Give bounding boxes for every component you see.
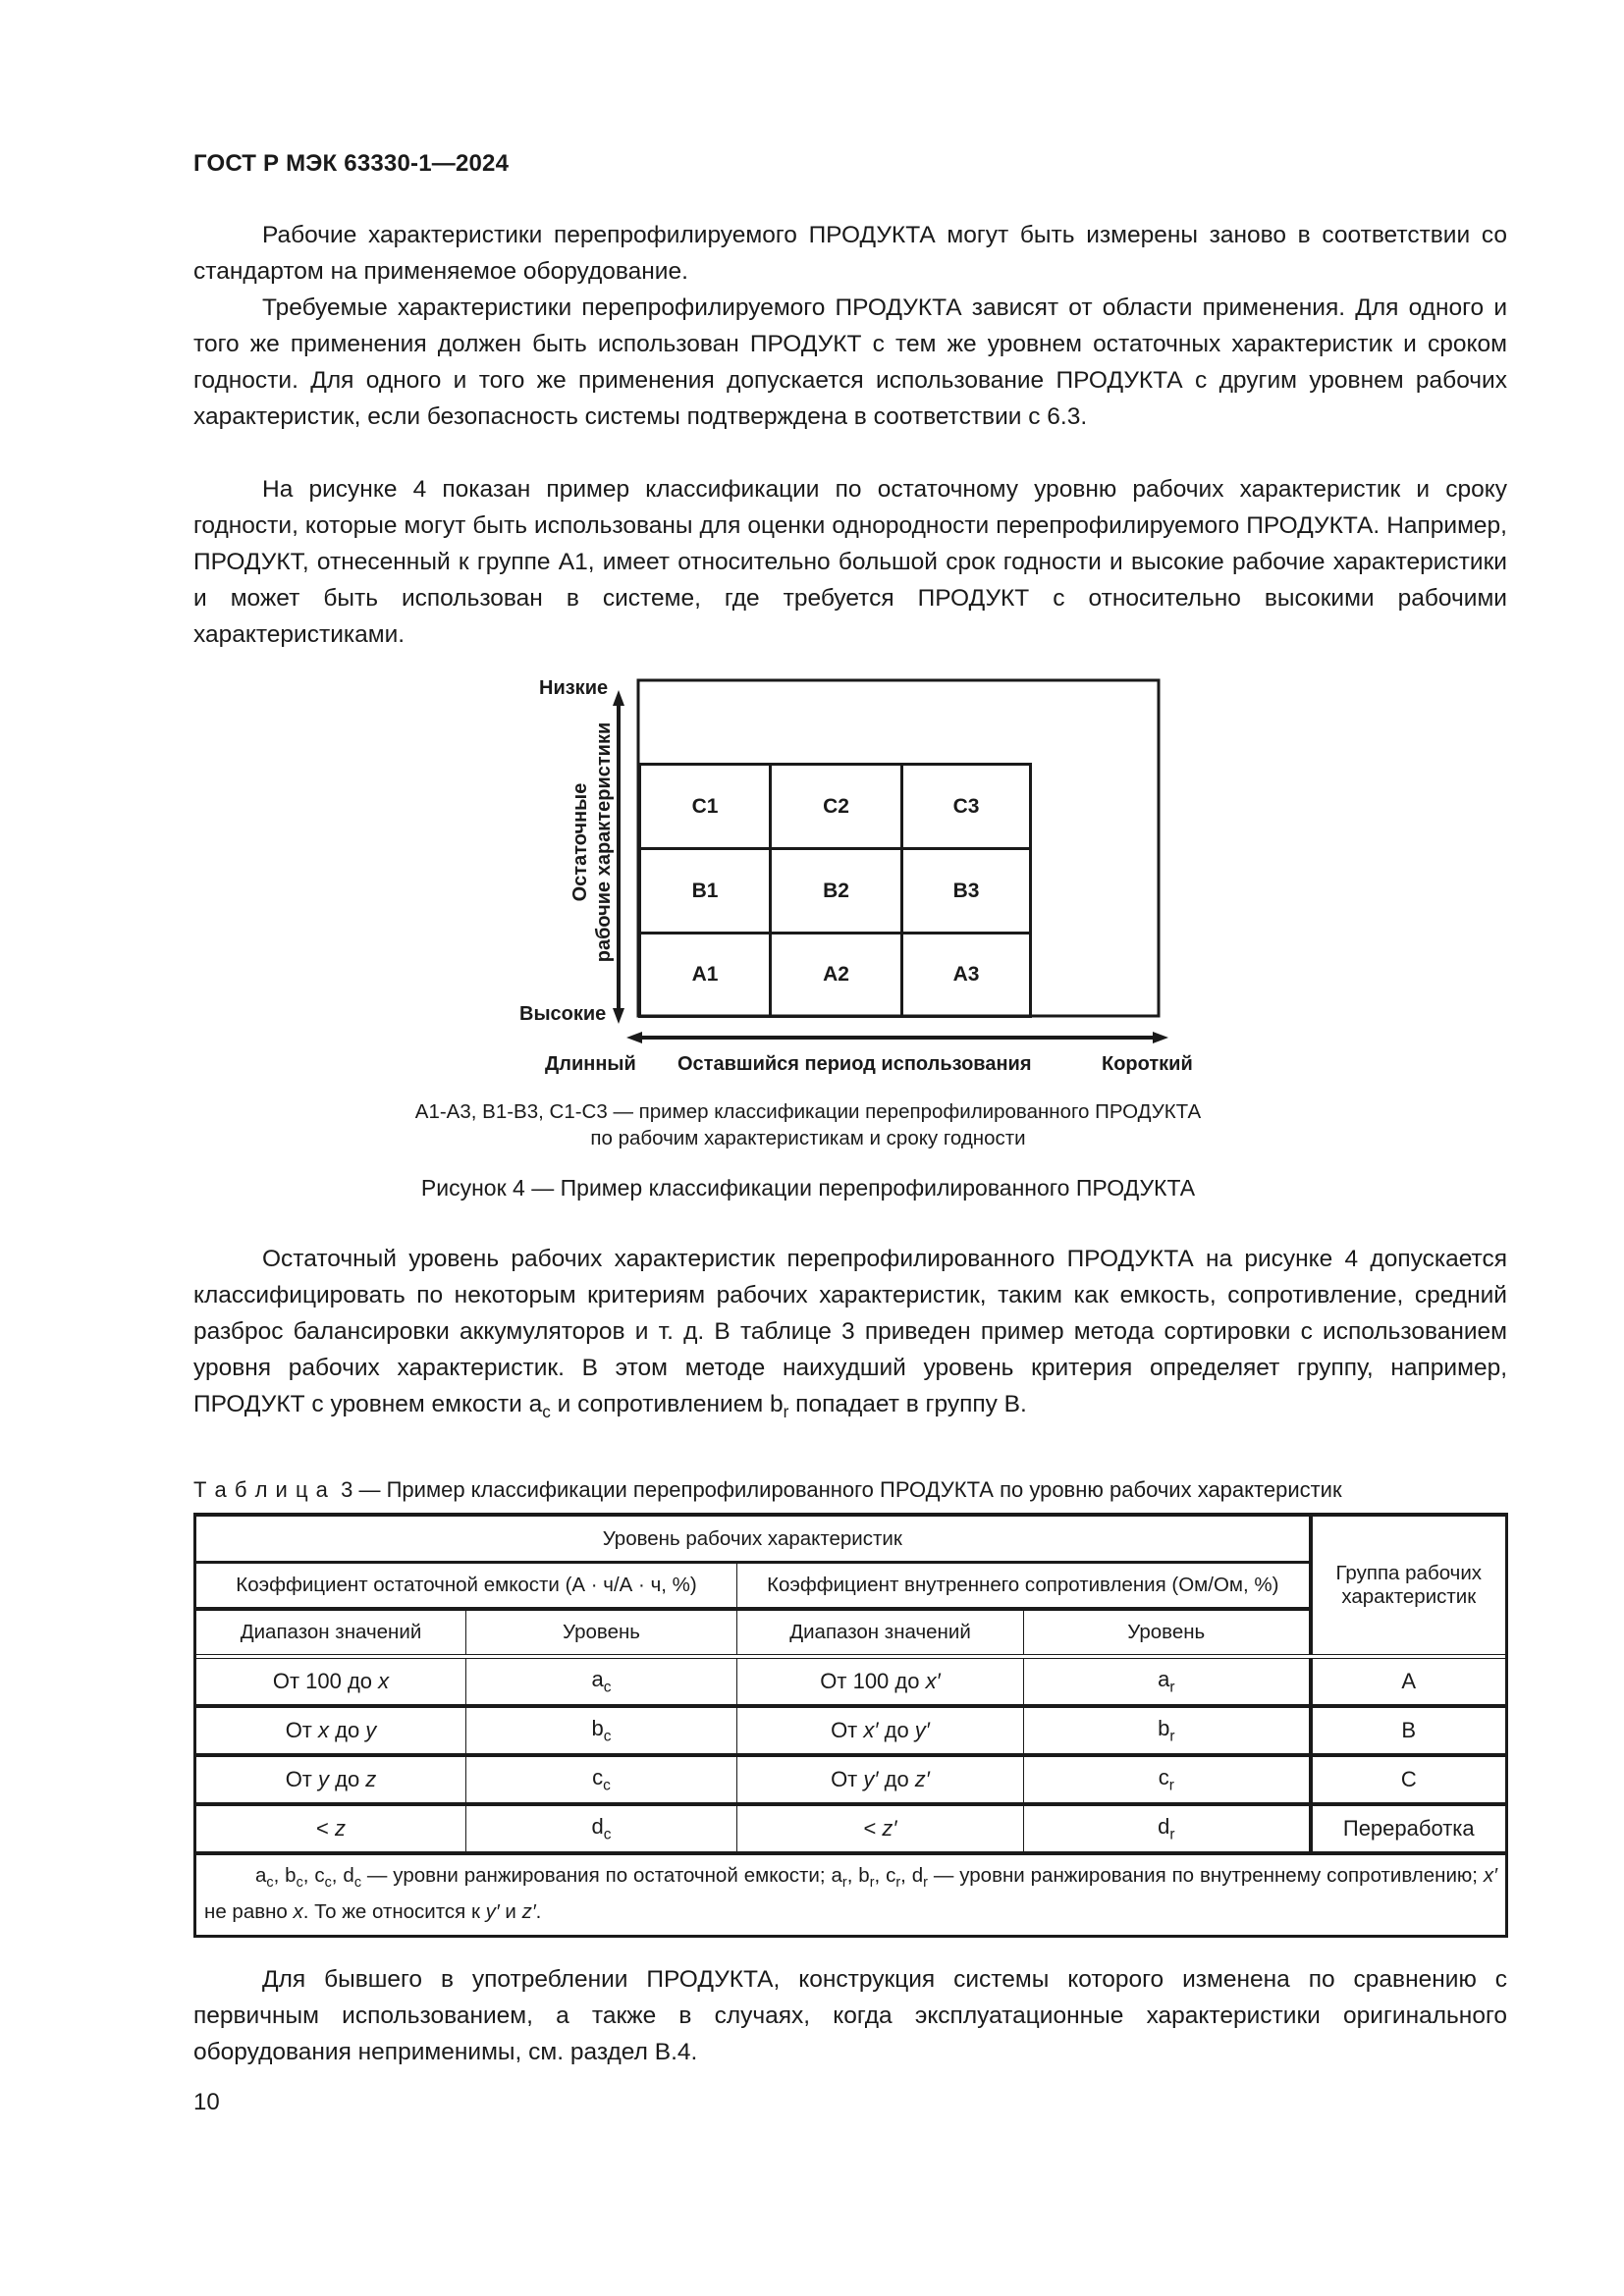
group-value: B [1311,1706,1507,1755]
paragraph-2: Требуемые характеристики перепрофилируемого ПРОДУКТА зависят от области применения. Для одного и того же применения должен быть использован ПРОДУКТ с тем же уровнем остаточных характеристик и сроком годности. Для одного и того же применения допускается использование ПРОДУКТА с другим уровнем рабочих характеристик, если безопасность системы подтверждена в соответствии с 6.3. [193,294,1507,430]
x-right-label: Короткий [1102,1053,1193,1075]
table-note: $a_c$, $b_c$, $c_c$, $d_c$ — уровни ранжирования по остаточной емкости; $a_r$, $b_r$, $c_r$, $d_r$ — уровни ранжирования по внутреннему сопротивлению; x′ не равно x. То же относится к y′ и z′. [195,1853,1507,1937]
resistance-level: $c_r$ [1024,1755,1311,1804]
page-number: 10 [193,2089,220,2115]
cell-a3: A3 [900,932,1032,1018]
header-level-resistance: Уровень [1024,1609,1311,1655]
classification-table [193,1513,1508,1938]
paragraph-4-text-b: и сопротивлением [550,1391,771,1417]
paragraph-4-text-c: попадает в группу В. [788,1391,1027,1417]
cell-c1: C1 [638,763,772,850]
cell-b2: B2 [769,847,903,934]
y-axis-title-line2: рабочие характеристики [593,721,615,963]
y-bottom-label: Высокие [519,1003,607,1025]
group-value: Переработка [1311,1804,1507,1853]
resistance-level: $d_r$ [1024,1804,1311,1853]
capacity-level: $b_c$ [466,1706,737,1755]
ac-symbol: a [528,1391,543,1417]
arrow-up-icon [613,690,624,706]
paragraph-4 [193,1241,1507,1430]
header-performance-group: Группа рабочих характеристик [1311,1515,1507,1655]
y-top-label: Низкие [539,677,609,699]
cell-c2: C2 [769,763,903,850]
paragraph-5: Для бывшего в употреблении ПРОДУКТА, конструкция системы которого изменена по сравнению с первичным использованием, а также в случаях, когда эксплуатационные характеристики оригинального оборудования неприменимы, см. раздел В.4. [193,1966,1507,2065]
header-capacity: Коэффициент остаточной емкости (А · ч/А · ч, %) [195,1563,737,1610]
header-range-resistance: Диапазон значений [737,1609,1024,1655]
resistance-range: От x′ до y′ [737,1706,1024,1755]
table-title-text: 3 — Пример классификации перепрофилированного ПРОДУКТА по уровню рабочих характеристик [341,1477,1342,1502]
figure-legend-line1: А1-А3, В1-В3, С1-С3 — пример классификации перепрофилированного ПРОДУКТА [414,1100,1202,1123]
cell-b3: B3 [900,847,1032,934]
capacity-level: $c_c$ [466,1755,737,1804]
arrow-right-icon [1153,1032,1168,1043]
group-value: A [1311,1659,1507,1707]
header-range-capacity: Диапазон значений [195,1609,466,1655]
ac-subscript: c [542,1402,551,1421]
group-value: C [1311,1755,1507,1804]
table-row [195,1659,1507,1707]
paragraph-1: Рабочие характеристики перепрофилируемого ПРОДУКТА могут быть измерены заново в соответствии со стандартом на применяемое оборудование. [193,222,1507,285]
capacity-range: От 100 до x [195,1659,466,1707]
br-symbol: b [770,1391,784,1417]
y-axis-title-line1: Остаточные [569,782,591,902]
x-axis-title: Оставшийся период использования [677,1053,1032,1075]
br-subscript: r [783,1402,789,1421]
arrow-left-icon [626,1032,642,1043]
figure-caption: Рисунок 4 — Пример классификации перепрофилированного ПРОДУКТА [420,1175,1196,1201]
paragraph-3: На рисунке 4 показан пример классификации по остаточному уровню рабочих характеристик и сроку годности, которые могут быть использованы для оценки однородности перепрофилируемого ПРОДУКТА. Например, ПРОДУКТ, отнесенный к группе А1, имеет относительно большой срок годности и высокие рабочие характеристики и может быть использован в системе, где требуется ПРОДУКТ с относительно высокими рабочими характеристиками. [193,476,1507,648]
resistance-range: От 100 до x′ [737,1659,1024,1707]
table-row [195,1804,1507,1853]
cell-a1: A1 [638,932,772,1018]
header-level-capacity: Уровень [466,1609,737,1655]
table-row [195,1755,1507,1804]
resistance-level: $a_r$ [1024,1659,1311,1707]
x-left-label: Длинный [545,1053,636,1075]
cell-a2: A2 [769,932,903,1018]
header-resistance: Коэффициент внутреннего сопротивления (Ом/Ом, %) [737,1563,1311,1610]
capacity-range: От x до y [195,1706,466,1755]
capacity-level: $a_c$ [466,1659,737,1707]
arrow-down-icon [613,1008,624,1024]
header-performance-level: Уровень рабочих характеристик [195,1515,1311,1563]
table-title [193,1477,1342,1503]
resistance-range: < z′ [737,1804,1024,1853]
figure-legend-line2: по рабочим характеристикам и сроку годности [590,1127,1026,1149]
document-header: ГОСТ Р МЭК 63330-1—2024 [193,150,510,177]
paragraph-4-text-a: Остаточный уровень рабочих характеристик перепрофилированного ПРОДУКТА на рисунке 4 допускается классифицировать по некоторым критериям рабочих характеристик, таким как емкость, сопротивление, средний разброс балансировки аккумуляторов и т. д. В таблице 3 приведен пример метода сортировки с использованием уровня рабочих характеристик. В этом методе наихудший уровень критерия определяет группу, например, ПРОДУКТ с уровнем емкости [193,1246,1507,1417]
resistance-level: $b_r$ [1024,1706,1311,1755]
table-title-prefix: Т а б л и ц а [193,1477,329,1502]
table-row [195,1706,1507,1755]
cell-c3: C3 [900,763,1032,850]
capacity-range: < z [195,1804,466,1853]
resistance-range: От y′ до z′ [737,1755,1024,1804]
capacity-range: От y до z [195,1755,466,1804]
capacity-level: $d_c$ [466,1804,737,1853]
cell-b1: B1 [638,847,772,934]
